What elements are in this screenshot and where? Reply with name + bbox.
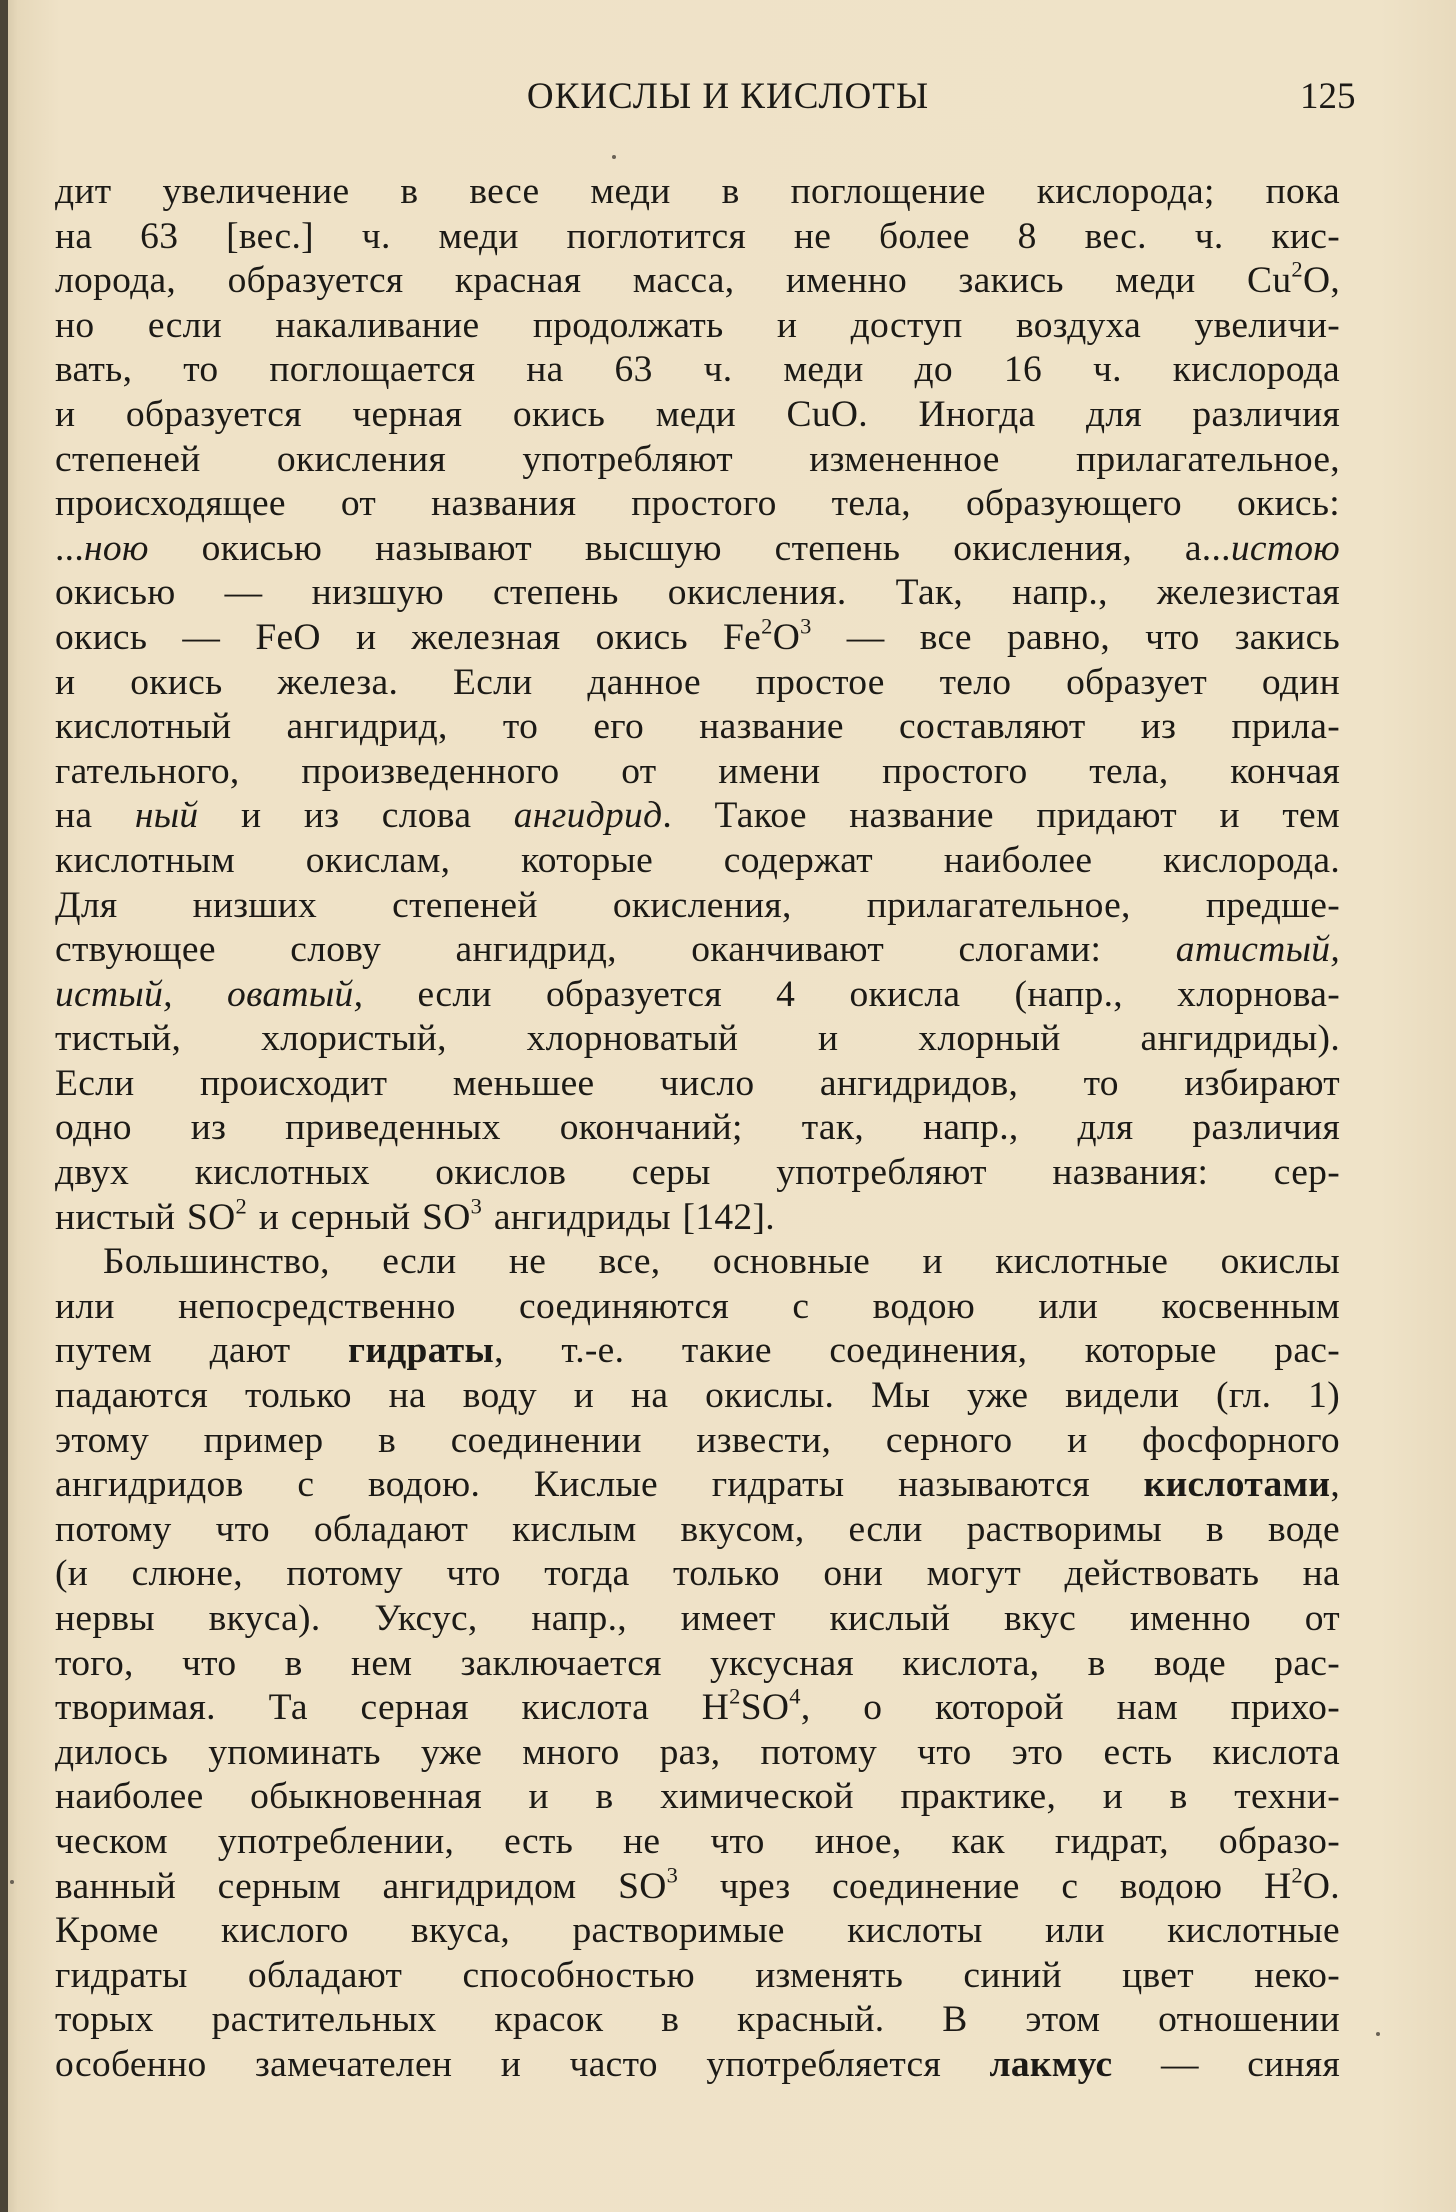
text-line: на 63 [вес.] ч. меди поглотится не более 8 вес. ч. кис- xyxy=(55,215,1340,257)
italic-term: ною xyxy=(84,527,149,569)
text-line: ...ною окисью называют высшую степень окисления, а...истою xyxy=(55,527,1340,569)
body-text xyxy=(55,170,1340,2088)
text-line: дит увеличение в весе меди в поглощение кислорода; пока xyxy=(55,171,1340,212)
text-line: Если происходит меньшее число ангидридов, то избирают xyxy=(55,1062,1340,1104)
text-line: и образуется черная окись меди CuO. Иногда для различия xyxy=(55,393,1340,435)
bold-term: кислотами xyxy=(1143,1464,1331,1506)
text-line: ческом употреблении, есть не что иное, как гидрат, образо- xyxy=(55,1820,1340,1862)
italic-term: ангидрид xyxy=(513,795,663,837)
text-line: гидраты обладают способностью изменять синий цвет неко- xyxy=(55,1954,1340,1996)
text-line: нистый $SO^2$ и серный $SO^3$ ангидриды [142]. xyxy=(55,1192,775,1238)
text-line: вать, то поглощается на 63 ч. меди до 16 ч. кислорода xyxy=(55,349,1340,391)
text-line: наиболее обыкновенная и в химической практике, и в техни- xyxy=(55,1776,1340,1818)
text-line: потому что обладают кислым вкусом, если растворимы в воде xyxy=(55,1508,1340,1550)
italic-term: атистый, xyxy=(1175,929,1340,971)
text-line: нервы вкуса). Уксус, напр., имеет кислый вкус именно от xyxy=(55,1598,1340,1639)
text-line: того, что в нем заключается уксусная кислота, в воде рас- xyxy=(55,1642,1340,1684)
text-line: (и слюне, потому что тогда только они могут действовать на xyxy=(55,1553,1340,1595)
text-line: происходящее от названия простого тела, образующего окись: xyxy=(55,483,1340,525)
page-binding-edge xyxy=(0,0,8,2212)
text-line: падаются только на воду и на окислы. Мы уже видели (гл. 1) xyxy=(55,1375,1340,1417)
text-line: лорода, образуется красная масса, именно закись меди Cu$^2$O, xyxy=(55,256,1340,302)
bold-term: лакмус xyxy=(989,2043,1113,2085)
text-line: гательного, произведенного от имени простого тела, кончая xyxy=(55,750,1340,792)
text-line: окисью — низшую степень окисления. Так, напр., железистая xyxy=(55,572,1340,614)
italic-term: истый, оватый, xyxy=(55,973,364,1015)
running-title: ОКИСЛЫ И КИСЛОТЫ xyxy=(526,76,930,117)
print-speck xyxy=(612,155,616,159)
text-line: Для низших степеней окисления, прилагательное, предше- xyxy=(55,884,1340,926)
text-line: особенно замечателен и часто употребляется лакмус — синяя xyxy=(55,2043,1340,2085)
running-header xyxy=(0,72,1456,122)
text-line: степеней окисления употребляют измененное прилагательное, xyxy=(55,438,1340,480)
text-line: или непосредственно соединяются с водою или косвенным xyxy=(55,1285,1340,1327)
text-line: одно из приведенных окончаний; так, напр., для различия xyxy=(55,1107,1340,1149)
italic-term: ный xyxy=(134,795,199,837)
text-line: ствующее слову ангидрид, оканчивают слогами: атистый, xyxy=(55,929,1340,971)
text-line: ванный серным ангидридом $SO^3$ чрез соединение с водою $H^2O$. xyxy=(55,1861,1340,1907)
text-line: тистый, хлористый, хлорноватый и хлорный ангидриды). xyxy=(55,1018,1340,1060)
text-line: творимая. Та серная кислота $H^2SO^4$, о которой нам прихо- xyxy=(55,1683,1340,1729)
paragraph-start-line: Большинство, если не все, основные и кислотные окислы xyxy=(103,1241,1340,1283)
bold-term: гидраты xyxy=(348,1330,495,1372)
text-line: на ный и из слова ангидрид. Такое название придают и тем xyxy=(55,795,1340,837)
text-line: кислотным окислам, которые содержат наиболее кислорода. xyxy=(55,839,1340,881)
text-line: двух кислотных окислов серы употребляют названия: сер- xyxy=(55,1152,1340,1194)
text-line: ангидридов с водою. Кислые гидраты называются кислотами, xyxy=(55,1464,1340,1506)
page-number: 125 xyxy=(1300,76,1356,117)
text-line: торых растительных красок в красный. В этом отношении xyxy=(55,1999,1340,2041)
text-line: путем дают гидраты, т.-е. такие соединения, которые рас- xyxy=(55,1330,1340,1372)
text-line: истый, оватый, если образуется 4 окисла (напр., хлорнова- xyxy=(55,973,1340,1015)
text-line: дилось упоминать уже много раз, потому что это есть кислота xyxy=(55,1731,1340,1773)
italic-term: истою xyxy=(1230,527,1340,569)
text-line: но если накаливание продолжать и доступ воздуха увеличи- xyxy=(55,304,1340,346)
text-line: Кроме кислого вкуса, растворимые кислоты или кислотные xyxy=(55,1910,1340,1952)
text-line: этому пример в соединении извести, серного и фосфорного xyxy=(55,1419,1340,1461)
text-line: и окись железа. Если данное простое тело образует один xyxy=(55,661,1340,703)
text-line: окись — FeO и железная окись $Fe^2O^3$ — все равно, что закись xyxy=(55,613,1340,658)
print-speck xyxy=(1376,2032,1380,2036)
print-speck xyxy=(10,1880,14,1884)
text-line: кислотный ангидрид, то его название составляют из прила- xyxy=(55,706,1340,748)
